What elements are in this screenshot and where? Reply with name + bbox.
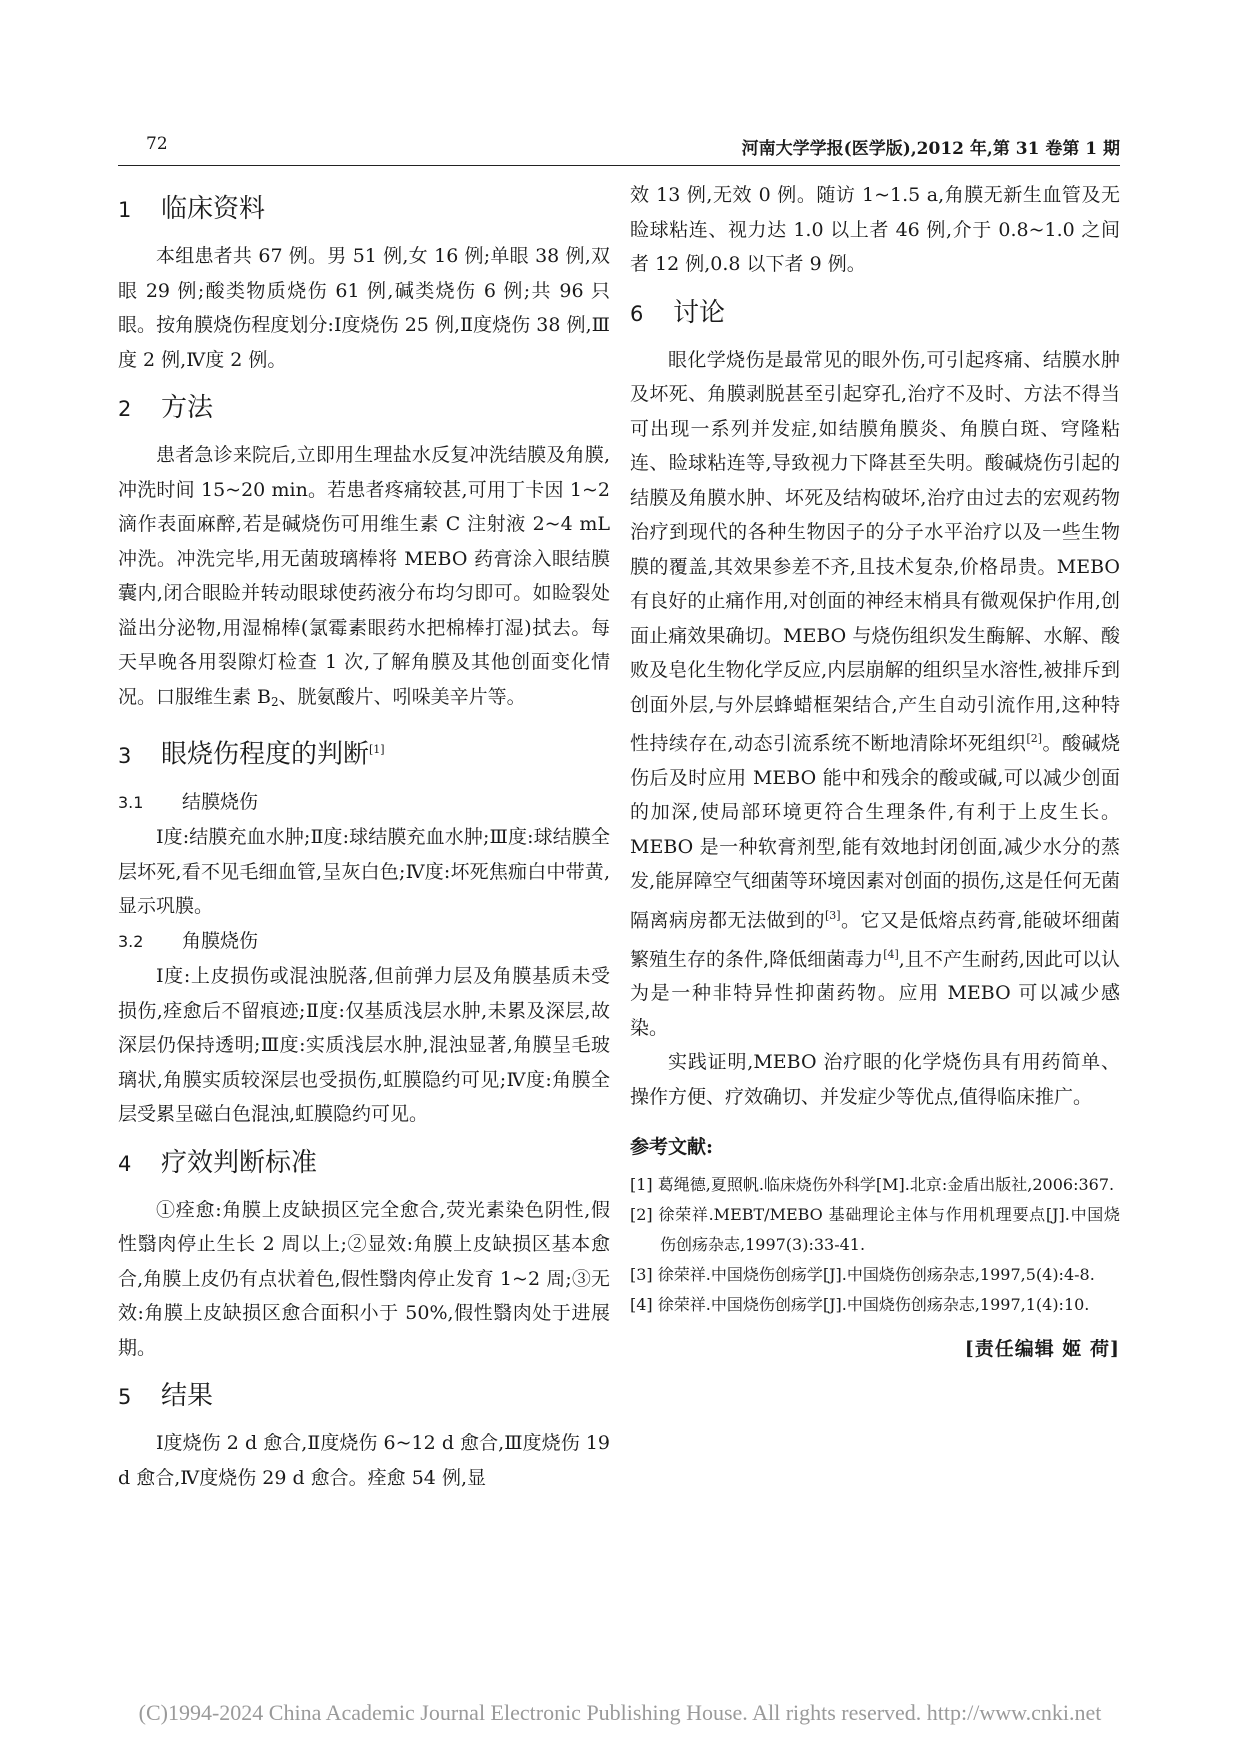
running-header [118,134,1120,160]
paragraph: 患者急诊来院后,立即用生理盐水反复冲洗结膜及角膜,冲洗时间 15~20 min。若患者疼痛较甚,可用丁卡因 1~2 滴作表面麻醉,若是碱烧伤可用维生素 C 注射液 2~4 mL 冲洗。冲洗完毕,用无菌玻璃棒将 MEBO 药膏涂入眼结膜囊内,闭合眼睑并转动眼球使药液分布均匀即可。如睑裂处溢出分泌物,用湿棉棒(氯霉素眼药水把棉棒打湿)拭去。每天早晚各用裂隙灯检查 1 次,了解角膜及其他创面变化情况。口服维生素 $B_2$、胱氨酸片、吲哚美辛片等。 [118,444,610,709]
paragraph: Ⅰ度:结膜充血水肿;Ⅱ度:球结膜充血水肿;Ⅲ度:球结膜全层坏死,看不见毛细血管,呈灰白色;Ⅳ度:坏死焦痂白中带黄,显示巩膜。 [118,826,610,918]
reference-item: [2] 徐荣祥.MEBT/MEBO 基础理论主体与作用机理要点[J].中国烧伤创疡杂志,1997(3):33-41. [630,1205,1120,1255]
references-heading: 参考文献: [630,1136,714,1159]
section-heading-2: 2 方法 [118,393,214,423]
paragraph: Ⅰ度烧伤 2 d 愈合,Ⅱ度烧伤 6~12 d 愈合,Ⅲ度烧伤 19 d 愈合,Ⅳ度烧伤 29 d 愈合。痊愈 54 例,显 [118,1432,610,1489]
paragraph: 本组患者共 67 例。男 51 例,女 16 例;单眼 38 例,双眼 29 例;酸类物质烧伤 61 例,碱类烧伤 6 例;共 96 只眼。按角膜烧伤程度划分:Ⅰ度烧伤 25 例,Ⅱ度烧伤 38 例,Ⅲ度 2 例,Ⅳ度 2 例。 [118,245,610,371]
paragraph: Ⅰ度:上皮损伤或混浊脱落,但前弹力层及角膜基质未受损伤,痊愈后不留痕迹;Ⅱ度:仅基质浅层水肿,未累及深层,故深层仍保持透明;Ⅲ度:实质浅层水肿,混浊显著,角膜呈毛玻璃状,角膜实质较深层也受损伤,虹膜隐约可见;Ⅳ度:角膜全层受累呈磁白色混浊,虹膜隐约可见。 [118,965,610,1126]
subsection-heading-3-1: 3.1 结膜烧伤 [118,790,259,813]
right-column [630,178,1120,1361]
reference-item: [4] 徐荣祥.中国烧伤创疡学[J].中国烧伤创疡杂志,1997,1(4):10. [630,1295,1090,1315]
page-number: 72 [146,134,168,154]
reference-item: [1] 葛绳德,夏照帆.临床烧伤外科学[M].北京:金盾出版社,2006:367. [630,1175,1115,1195]
reference-item: [3] 徐荣祥.中国烧伤创疡学[J].中国烧伤创疡杂志,1997,5(4):4-8. [630,1265,1095,1285]
header-rule [118,165,1120,166]
citation: [1] [369,743,385,756]
citation: [2] [1026,732,1043,745]
journal-citation: 河南大学学报(医学版),2012 年,第 31 卷第 1 期 [741,139,1120,159]
citation: [3] [824,908,841,922]
paragraph: 效 13 例,无效 0 例。随访 1~1.5 a,角膜无新生血管及无睑球粘连、视力达 1.0 以上者 46 例,介于 0.8~1.0 之间者 12 例,0.8 以下者 9 例。 [630,184,1120,275]
section-heading-5: 5 结果 [118,1381,214,1412]
section-heading-3: 3 眼烧伤程度的判断[1] [118,739,385,770]
copyright-footer: (C)1994-2024 China Academic Journal Electronic Publishing House. All rights reserved. http://www.cnki.net [138,1700,1102,1725]
subsection-heading-3-2: 3.2 角膜烧伤 [118,929,259,952]
paragraph: 眼化学烧伤是最常见的眼外伤,可引起疼痛、结膜水肿及坏死、角膜剥脱甚至引起穿孔,治疗不及时、方法不得当可出现一系列并发症,如结膜角膜炎、角膜白斑、穹隆粘连、睑球粘连等,导致视力下降甚至失明。酸碱烧伤引起的结膜及角膜水肿、坏死及结构破坏,治疗由过去的宏观药物治疗到现代的各种生物因子的分子水平治疗以及一些生物膜的覆盖,其效果参差不齐,且技术复杂,价格昂贵。MEBO 有良好的止痛作用,对创面的神经末梢具有微观保护作用,创面止痛效果确切。MEBO 与烧伤组织发生酶解、水解、酸败及皂化生物化学反应,内层崩解的组织呈水溶性,被排斥到创面外层,与外层蜂蜡框架结合,产生自动引流作用,这种特性持续存在,动态引流系统不断地清除坏死组织[2]。酸碱烧伤后及时应用 MEBO 能中和残余的酸或碱,可以减少创面的加深,使局部环境更符合生理条件,有利于上皮生长。MEBO 是一种软膏剂型,能有效地封闭创面,减少水分的蒸发,能屏障空气细菌等环境因素对创面的损伤,这是任何无菌隔离病房都无法做到的[3]。它又是低熔点药膏,能破坏细菌繁殖生存的条件,降低细菌毒力[4],且不产生耐药,因此可以认为是一种非特异性抑菌药物。应用 MEBO 可以减少感染。 [630,348,1120,1039]
section-heading-4: 4 疗效判断标准 [118,1147,318,1178]
responsible-editor: [责任编辑 姬 荷] [964,1338,1120,1361]
paragraph: ①痊愈:角膜上皮缺损区完全愈合,荧光素染色阴性,假性翳肉停止生长 2 周以上;②显效:角膜上皮缺损区基本愈合,角膜上皮仍有点状着色,假性翳肉停止发育 1~2 周;③无效:角膜上皮缺损区愈合面积小于 50%,假性翳肉处于进展期。 [118,1198,610,1359]
citation: [4] [883,947,899,961]
section-heading-6: 6 讨论 [630,297,726,328]
left-column [118,178,610,1495]
paragraph: 实践证明,MEBO 治疗眼的化学烧伤具有用药简单、操作方便、疗效确切、并发症少等优点,值得临床推广。 [630,1051,1120,1108]
section-heading-1: 1 临床资料 [118,194,266,224]
